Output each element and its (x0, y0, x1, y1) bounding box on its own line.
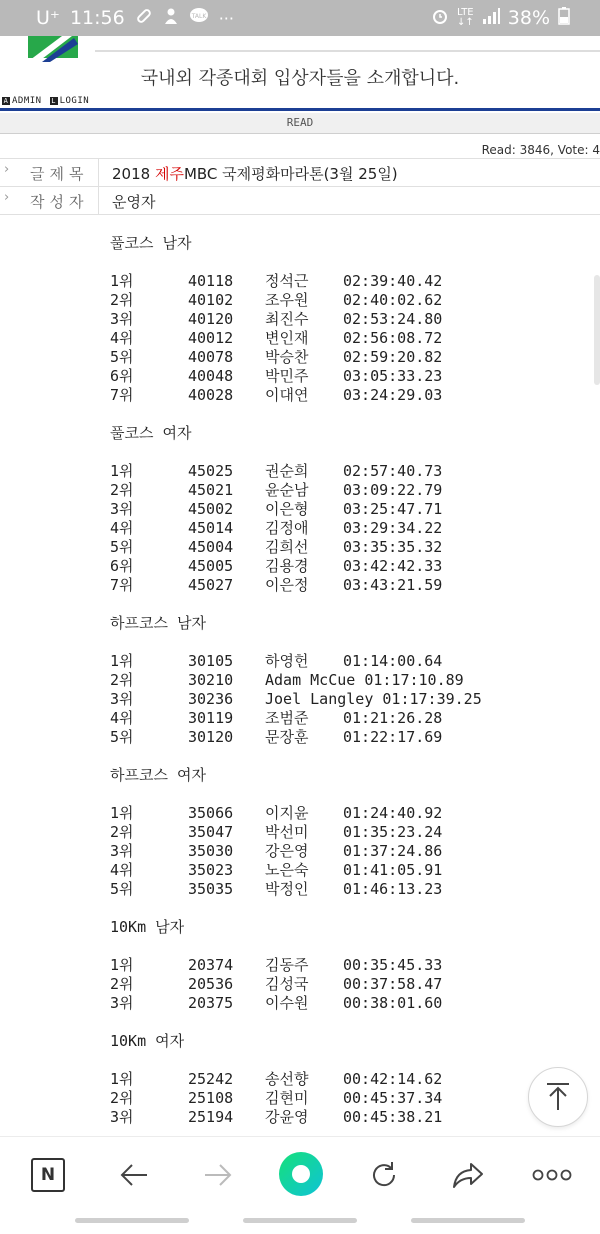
result-time: 01:37:24.86 (343, 842, 443, 860)
result-num: 20375 (188, 994, 234, 1012)
result-num: 30120 (188, 728, 234, 746)
result-num: 35066 (188, 804, 234, 822)
result-num: 45025 (188, 462, 234, 480)
result-row (110, 272, 443, 291)
result-name: 하영헌 (265, 652, 309, 670)
result-rank: 5위 (110, 880, 134, 898)
carrier-label: U⁺ (36, 7, 60, 29)
result-row (110, 823, 443, 842)
naver-home-button[interactable] (28, 1155, 68, 1195)
result-name: 박민주 (265, 367, 309, 385)
result-name: 김동주 (265, 956, 309, 974)
site-logo[interactable] (22, 36, 92, 62)
title-label: 글제목 (30, 165, 89, 183)
result-rank: 2위 (110, 291, 134, 309)
result-time: 02:39:40.42 (343, 272, 443, 290)
result-time: 02:53:24.80 (343, 310, 443, 328)
author-row (0, 186, 600, 215)
result-rank: 3위 (110, 842, 134, 860)
gesture-bar-left (75, 1218, 189, 1223)
section-title: 풀코스 남자 (110, 234, 192, 252)
spacer (110, 633, 206, 652)
spacer (110, 405, 206, 424)
result-name: 조우원 (265, 291, 309, 309)
result-time: 01:46:13.23 (343, 880, 443, 898)
result-num: 35047 (188, 823, 234, 841)
result-time: 00:42:14.62 (343, 1070, 443, 1088)
result-time: 03:25:47.71 (343, 500, 443, 518)
result-time: 02:57:40.73 (343, 462, 443, 480)
result-time: 03:35:35.32 (343, 538, 443, 556)
result-time: 03:24:29.03 (343, 386, 443, 404)
result-num: 40078 (188, 348, 234, 366)
arrow-up-icon (529, 1068, 587, 1126)
more-button[interactable] (530, 1155, 574, 1195)
result-rank: 2위 (110, 823, 134, 841)
result-row (110, 481, 443, 500)
result-name: 이은형 (265, 500, 309, 518)
result-name: Adam McCue 01:17:10.89 (265, 671, 464, 689)
lte-icon: LTE ↓↑ (457, 7, 474, 28)
result-row (110, 1089, 443, 1108)
status-bar (0, 0, 600, 36)
result-name: 박승찬 (265, 348, 309, 366)
result-name: 이대연 (265, 386, 309, 404)
section-title: 10Km 여자 (110, 1032, 185, 1050)
result-rank: 3위 (110, 500, 134, 518)
result-row (110, 690, 482, 709)
result-row (110, 880, 443, 899)
login-icon: L (51, 97, 56, 105)
chevron-right-icon: › (4, 162, 10, 177)
result-row (110, 861, 443, 880)
result-num: 45005 (188, 557, 234, 575)
result-rank: 3위 (110, 310, 134, 328)
login-link[interactable] (50, 96, 90, 106)
result-rank: 4위 (110, 519, 134, 537)
more-icon: ··· (218, 8, 234, 28)
result-row (110, 804, 443, 823)
signal-icon (482, 8, 500, 28)
result-rank: 7위 (110, 576, 134, 594)
result-row (110, 975, 443, 994)
result-row (110, 386, 443, 405)
result-time: 02:56:08.72 (343, 329, 443, 347)
svg-text:TALK: TALK (191, 13, 206, 20)
title-prefix: 2018 (112, 165, 155, 183)
battery-percent: 38% (507, 7, 550, 29)
result-rank: 6위 (110, 557, 134, 575)
result-name: 김현미 (265, 1089, 309, 1107)
read-bar: READ (0, 113, 600, 134)
result-rank: 1위 (110, 462, 134, 480)
result-num: 45021 (188, 481, 234, 499)
result-row (110, 291, 443, 310)
result-rank: 2위 (110, 975, 134, 993)
result-name: 최진수 (265, 310, 309, 328)
result-name: 박선미 (265, 823, 309, 841)
result-num: 40118 (188, 272, 234, 290)
result-row (110, 709, 443, 728)
result-name: 이지윤 (265, 804, 309, 822)
title-row (0, 158, 600, 186)
result-time: 01:22:17.69 (343, 728, 443, 746)
result-time: 01:35:23.24 (343, 823, 443, 841)
result-name: 문장훈 (265, 728, 309, 746)
result-rank: 3위 (110, 994, 134, 1012)
back-arrow-icon (119, 1163, 149, 1187)
result-time: 03:43:21.59 (343, 576, 443, 594)
spacer (110, 1051, 206, 1070)
result-name: 변인재 (265, 329, 309, 347)
alarm-icon (431, 7, 449, 29)
result-name: 이은정 (265, 576, 309, 594)
result-rank: 1위 (110, 804, 134, 822)
gesture-bar-center (243, 1218, 357, 1223)
admin-login-bar (2, 96, 89, 106)
result-num: 45027 (188, 576, 234, 594)
section-title: 하프코스 남자 (110, 614, 206, 632)
clock: 11:56 (69, 7, 125, 29)
result-num: 30236 (188, 690, 234, 708)
result-name: 노은숙 (265, 861, 309, 879)
accent-divider (0, 108, 600, 111)
spacer (110, 899, 206, 918)
back-to-top-button[interactable] (528, 1067, 588, 1127)
result-time: 01:41:05.91 (343, 861, 443, 879)
result-time: 03:05:33.23 (343, 367, 443, 385)
result-name: Joel Langley 01:17:39.25 (265, 690, 482, 708)
spacer (110, 1013, 206, 1032)
result-row (110, 576, 443, 595)
more-dots-icon (532, 1168, 572, 1182)
result-rank: 2위 (110, 671, 134, 689)
title-highlight: 제주 (154, 165, 184, 183)
green-dot-icon (278, 1151, 324, 1197)
spacer (110, 785, 206, 804)
result-name: 김희선 (265, 538, 309, 556)
result-name: 김용경 (265, 557, 309, 575)
result-num: 35035 (188, 880, 234, 898)
result-row (110, 538, 443, 557)
result-num: 25194 (188, 1108, 234, 1126)
section-title: 풀코스 여자 (110, 424, 192, 442)
result-num: 40102 (188, 291, 234, 309)
result-row (110, 842, 443, 861)
result-rank: 4위 (110, 329, 134, 347)
result-time: 01:21:26.28 (343, 709, 443, 727)
result-row (110, 994, 443, 1013)
share-button[interactable] (448, 1155, 488, 1195)
result-rank: 3위 (110, 1108, 134, 1126)
spacer (110, 443, 206, 462)
result-time: 00:45:37.34 (343, 1089, 443, 1107)
gesture-bar-right (411, 1218, 525, 1223)
result-time: 03:09:22.79 (343, 481, 443, 499)
result-row (110, 652, 443, 671)
result-rank: 4위 (110, 861, 134, 879)
result-time: 00:35:45.33 (343, 956, 443, 974)
result-num: 30210 (188, 671, 234, 689)
result-name: 박정인 (265, 880, 309, 898)
result-time: 00:45:38.21 (343, 1108, 443, 1126)
result-rank: 5위 (110, 538, 134, 556)
share-icon (452, 1161, 484, 1189)
result-row (110, 956, 443, 975)
result-rank: 1위 (110, 956, 134, 974)
post-author: 운영자 (112, 193, 156, 211)
spacer (110, 595, 206, 614)
battery-icon (558, 7, 570, 29)
talk-icon (189, 7, 209, 29)
result-name: 송선향 (265, 1070, 309, 1088)
result-rank: 2위 (110, 1089, 134, 1107)
result-num: 45004 (188, 538, 234, 556)
result-rank: 3위 (110, 690, 134, 708)
result-num: 40012 (188, 329, 234, 347)
result-name: 정석근 (265, 272, 309, 290)
result-num: 20536 (188, 975, 234, 993)
result-rank: 4위 (110, 709, 134, 727)
result-row (110, 348, 443, 367)
result-num: 35023 (188, 861, 234, 879)
result-name: 권순희 (265, 462, 309, 480)
naver-n-icon: N (31, 1158, 65, 1192)
result-num: 30119 (188, 709, 234, 727)
result-rank: 1위 (110, 1070, 134, 1088)
result-rank: 1위 (110, 272, 134, 290)
result-row (110, 462, 443, 481)
result-name: 김성국 (265, 975, 309, 993)
green-dot-button[interactable] (278, 1151, 324, 1197)
result-row (110, 557, 443, 576)
section-title: 하프코스 여자 (110, 766, 206, 784)
forward-button[interactable] (198, 1155, 238, 1195)
result-name: 조범준 (265, 709, 309, 727)
result-time: 03:29:34.22 (343, 519, 443, 537)
result-time: 03:42:42.33 (343, 557, 443, 575)
result-row (110, 1108, 443, 1127)
section-title: 10Km 남자 (110, 918, 185, 936)
admin-link[interactable] (2, 96, 42, 106)
result-name: 강윤영 (265, 1108, 309, 1126)
result-rank: 5위 (110, 348, 134, 366)
result-num: 40048 (188, 367, 234, 385)
post-title (112, 163, 398, 184)
result-row (110, 519, 443, 538)
read-vote-count: Read: 3846, Vote: 4 (481, 143, 600, 157)
result-num: 45002 (188, 500, 234, 518)
result-name: 윤순남 (265, 481, 309, 499)
result-rank: 7위 (110, 386, 134, 404)
result-rank: 6위 (110, 367, 134, 385)
result-time: 00:37:58.47 (343, 975, 443, 993)
result-time: 00:38:01.60 (343, 994, 443, 1012)
scrollbar[interactable] (594, 275, 600, 385)
spacer (110, 253, 206, 272)
header-tagline: 국내외 각종대회 입상자들을 소개합니다. (140, 68, 460, 89)
admin-label: ADMIN (12, 96, 42, 106)
result-num: 35030 (188, 842, 234, 860)
result-num: 25108 (188, 1089, 234, 1107)
header-divider (95, 50, 600, 52)
spacer (110, 747, 206, 766)
results-body (110, 234, 482, 1146)
refresh-button[interactable] (364, 1155, 404, 1195)
row-divider (98, 159, 99, 186)
author-label: 작성자 (30, 193, 89, 211)
result-time: 02:59:20.82 (343, 348, 443, 366)
result-time: 02:40:02.62 (343, 291, 443, 309)
title-suffix: MBC 국제평화마라톤(3월 25일) (183, 165, 398, 183)
refresh-icon (369, 1160, 399, 1190)
result-time: 01:24:40.92 (343, 804, 443, 822)
result-num: 40028 (188, 386, 234, 404)
result-time: 01:14:00.64 (343, 652, 443, 670)
result-row (110, 1070, 443, 1089)
chevron-right-icon: › (4, 190, 10, 205)
result-num: 40120 (188, 310, 234, 328)
result-rank: 5위 (110, 728, 134, 746)
result-num: 20374 (188, 956, 234, 974)
result-row (110, 728, 443, 747)
forward-arrow-icon (203, 1163, 233, 1187)
result-rank: 1위 (110, 652, 134, 670)
admin-icon: A (3, 97, 9, 105)
pill-icon (135, 7, 153, 29)
spacer (110, 937, 206, 956)
result-num: 45014 (188, 519, 234, 537)
result-row (110, 310, 443, 329)
row-divider (98, 187, 99, 214)
result-row (110, 671, 464, 690)
back-button[interactable] (114, 1155, 154, 1195)
person-icon (163, 7, 179, 29)
result-rank: 2위 (110, 481, 134, 499)
result-row (110, 329, 443, 348)
result-row (110, 367, 443, 386)
result-name: 이수원 (265, 994, 309, 1012)
login-label: LOGIN (59, 96, 90, 106)
result-row (110, 500, 443, 519)
result-num: 30105 (188, 652, 234, 670)
result-name: 강은영 (265, 842, 309, 860)
result-name: 김정애 (265, 519, 309, 537)
result-num: 25242 (188, 1070, 234, 1088)
